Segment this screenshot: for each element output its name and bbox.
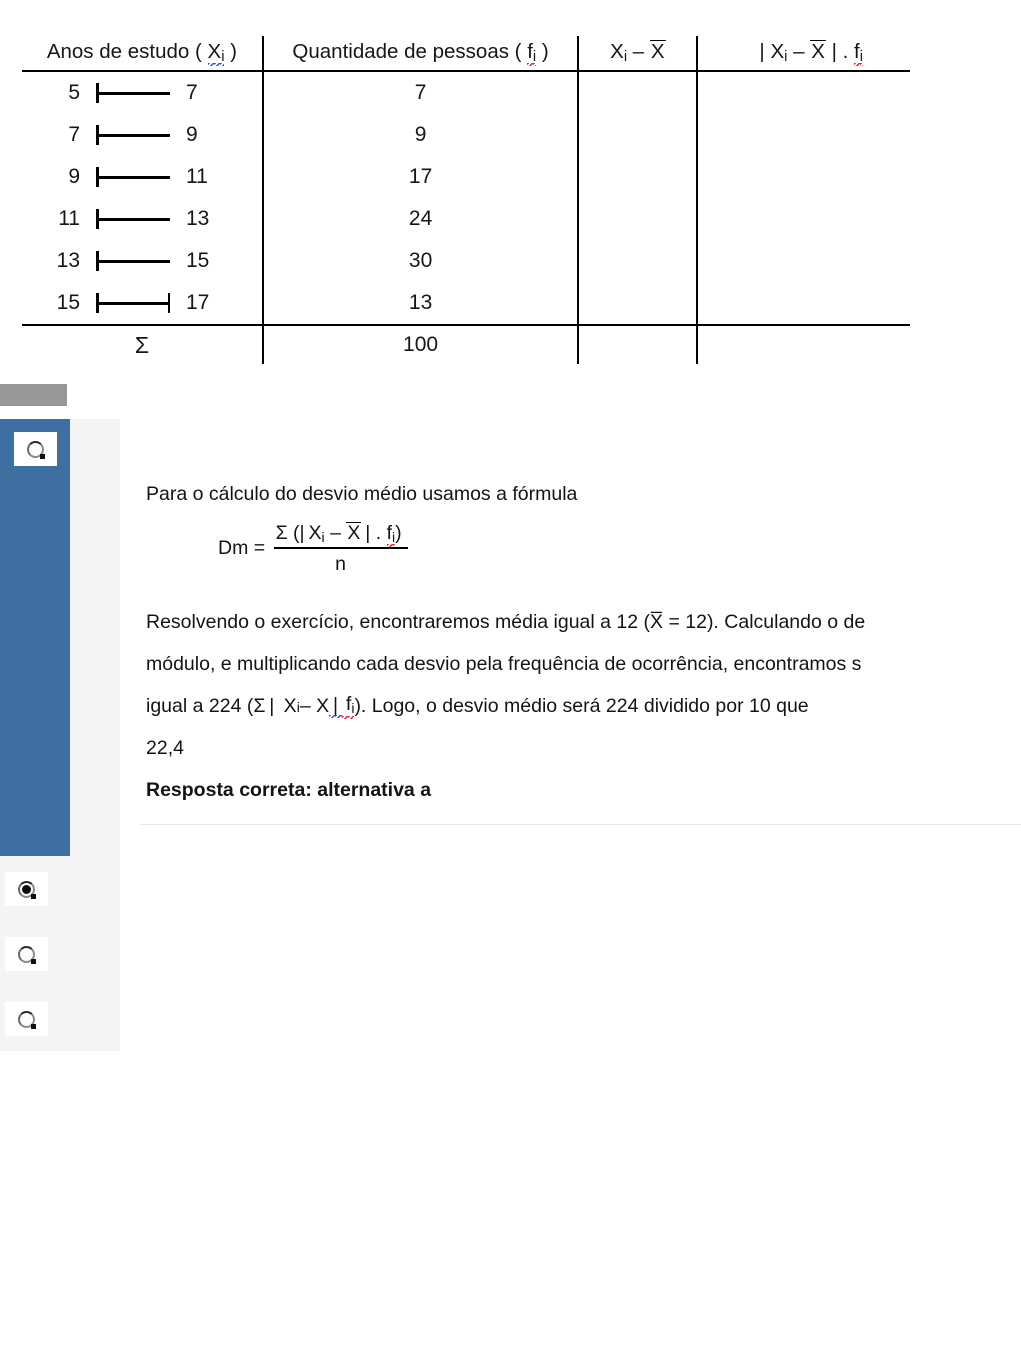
cell-abs-deviation-times-freq	[697, 198, 910, 240]
column-header-class-interval: Anos de estudo ( $X_i$ )	[22, 36, 263, 71]
cell-frequency: 30	[263, 240, 578, 282]
radio-option-2[interactable]	[5, 937, 48, 971]
interval-lower-bound: 11	[58, 207, 80, 230]
interval-upper-bound: 15	[186, 249, 210, 272]
interval-upper-bound: 13	[186, 207, 210, 230]
table-row	[22, 198, 910, 240]
interval-lower-bound: 9	[68, 165, 80, 188]
interval-bar-icon	[96, 209, 170, 229]
explanation-line-3: igual a 224 (Σ | X i – X | $f_i$ ). Logo, o desvio médio será 224 dividido por 10 que	[146, 693, 809, 718]
cell-deviation	[578, 198, 697, 240]
cell-abs-deviation-times-freq	[697, 240, 910, 282]
cell-class-interval	[22, 240, 263, 282]
cell-abs-deviation-times-freq	[697, 156, 910, 198]
table-footer	[22, 325, 910, 364]
cell-frequency: 24	[263, 198, 578, 240]
explanation-line-1: Resolvendo o exercício, encontraremos média igual a 12 (X̅ = 12). Calculando o de	[146, 611, 866, 634]
explanation-intro: Para o cálculo do desvio médio usamos a fórmula	[146, 483, 578, 506]
interval-lower-bound: 7	[68, 123, 80, 146]
frequency-table-figure	[0, 0, 1021, 372]
table-total-row	[22, 325, 910, 364]
table-row	[22, 240, 910, 282]
cell-class-interval	[22, 198, 263, 240]
deviation-formula	[218, 522, 408, 576]
radio-unselected-icon	[27, 441, 44, 458]
interval-lower-bound: 13	[56, 249, 80, 272]
interval-bar-icon	[96, 83, 170, 103]
section-divider	[140, 824, 1021, 825]
formula-numerator: Σ (| $X_i$ – X | . $f_i$)	[274, 522, 408, 549]
interval-upper-bound: 9	[186, 123, 198, 146]
cell-class-interval	[22, 156, 263, 198]
cell-class-interval	[22, 71, 263, 114]
radio-selected-icon	[18, 881, 35, 898]
column-header-deviation: $X_i$ – X	[578, 36, 697, 71]
cell-class-interval	[22, 282, 263, 325]
total-label: Σ	[22, 325, 263, 364]
cell-abs-deviation-times-freq	[697, 114, 910, 156]
table-row	[22, 114, 910, 156]
explanation-line-2: módulo, e multiplicando cada desvio pela frequência de ocorrência, encontramos s	[146, 653, 862, 676]
cell-frequency: 17	[263, 156, 578, 198]
cell-abs-deviation-times-freq	[697, 71, 910, 114]
radio-option-3[interactable]	[5, 1002, 48, 1036]
table-header-row	[22, 36, 910, 71]
table-row	[22, 156, 910, 198]
cell-deviation	[578, 282, 697, 325]
column-header-abs-deviation-times-freq: | $X_i$ – X | . $f_i$	[697, 36, 910, 71]
interval-upper-bound: 17	[186, 291, 210, 314]
formula-fraction	[274, 522, 408, 576]
cell-frequency: 13	[263, 282, 578, 325]
total-deviation	[578, 325, 697, 364]
cell-deviation	[578, 240, 697, 282]
gray-tab-marker	[0, 384, 67, 406]
radio-unselected-icon	[18, 946, 35, 963]
cell-deviation	[578, 71, 697, 114]
cell-deviation	[578, 114, 697, 156]
formula-lhs: Dm =	[218, 537, 266, 560]
total-abs-deviation-times-freq	[697, 325, 910, 364]
table-row	[22, 282, 910, 325]
frequency-table	[22, 36, 910, 364]
cell-class-interval	[22, 114, 263, 156]
quiz-answer-panel	[0, 419, 1021, 1051]
cell-frequency: 9	[263, 114, 578, 156]
formula-denominator: n	[335, 553, 347, 576]
explanation-line-4: 22,4	[146, 737, 184, 760]
interval-upper-bound: 7	[186, 81, 198, 104]
cell-abs-deviation-times-freq	[697, 282, 910, 325]
interval-bar-icon	[96, 167, 170, 187]
interval-bar-icon	[96, 251, 170, 271]
table-row	[22, 71, 910, 114]
blue-selection-rail	[0, 419, 70, 856]
total-frequency: 100	[263, 325, 578, 364]
interval-lower-bound: 5	[68, 81, 80, 104]
radio-option-0[interactable]	[14, 432, 57, 466]
interval-upper-bound: 11	[186, 165, 208, 188]
correct-answer-text: Resposta correta: alternativa a	[146, 779, 432, 802]
table-body	[22, 71, 910, 325]
interval-bar-icon	[96, 293, 170, 313]
cell-deviation	[578, 156, 697, 198]
column-header-frequency: Quantidade de pessoas ( $f_i$ )	[263, 36, 578, 71]
interval-lower-bound: 15	[56, 291, 80, 314]
radio-option-1[interactable]	[5, 872, 48, 906]
cell-frequency: 7	[263, 71, 578, 114]
radio-unselected-icon	[18, 1011, 35, 1028]
interval-bar-icon	[96, 125, 170, 145]
